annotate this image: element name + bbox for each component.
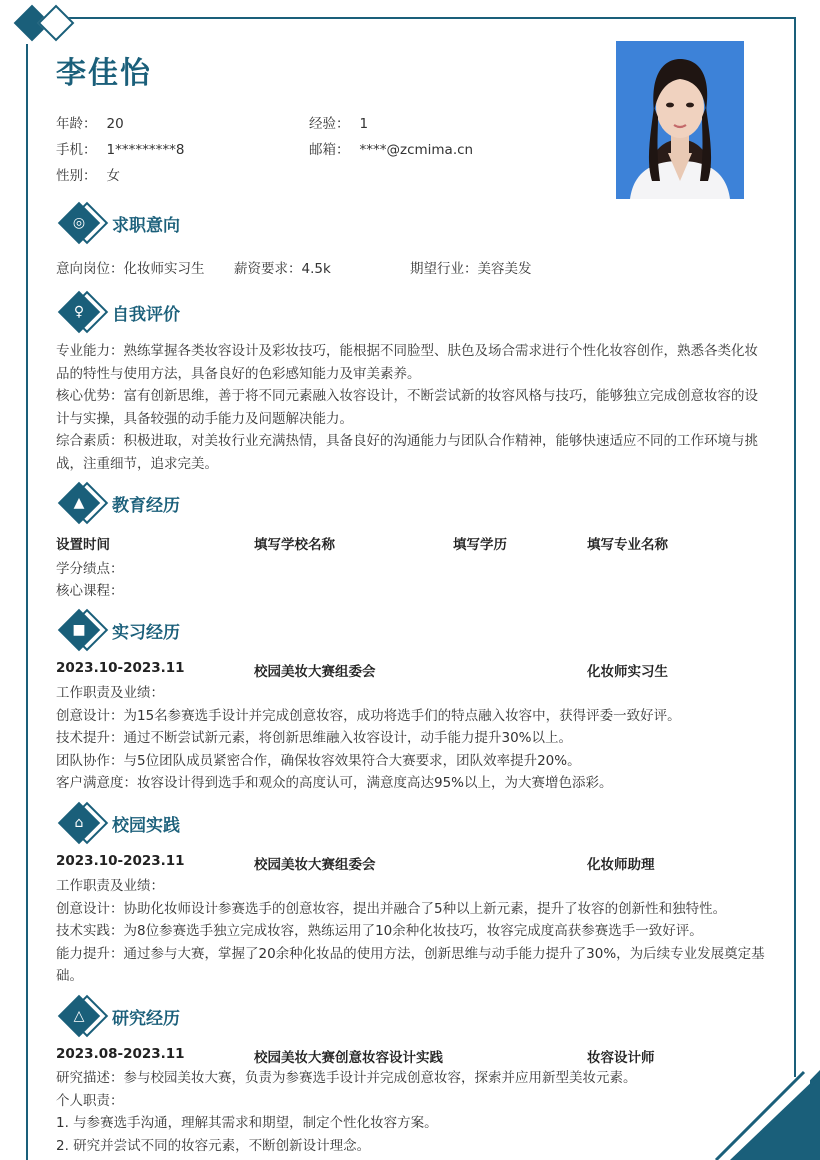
research-line: 研究描述：参与校园美妆大赛，负责为参赛选手设计并完成创意妆容，探索并应用新型美妆元素。 bbox=[56, 1070, 637, 1086]
email-value: ****@zcmima.cn bbox=[359, 142, 474, 158]
age-value: 20 bbox=[106, 116, 124, 132]
research-period: 2023.08-2023.11 bbox=[56, 1046, 185, 1062]
research-details bbox=[56, 1067, 706, 1157]
section-title-self-eval: 自我评价 bbox=[112, 305, 180, 325]
profile-photo bbox=[616, 41, 744, 199]
section-title-internship: 实习经历 bbox=[112, 623, 180, 643]
gender-value: 女 bbox=[106, 168, 120, 184]
internship-role: 化妆师实习生 bbox=[587, 664, 668, 680]
left-border bbox=[26, 44, 28, 1160]
education-courses: 核心课程： bbox=[56, 583, 124, 599]
research-line: 个人职责： bbox=[56, 1092, 124, 1109]
internship-line: 技术提升：通过不断尝试新元素，将创新思维融入妆容设计，动手能力提升30%以上。 bbox=[56, 730, 573, 746]
internship-org: 校园美妆大赛组委会 bbox=[254, 664, 376, 680]
experience-row bbox=[309, 112, 368, 132]
internship-line: 创意设计：为15名参赛选手设计并完成创意妆容，成功将选手们的特点融入妆容中，获得评委一致好评。 bbox=[56, 707, 681, 724]
intent-salary: 薪资要求：4.5k bbox=[234, 261, 331, 277]
campus-period: 2023.10-2023.11 bbox=[56, 853, 185, 869]
phone-label: 手机： bbox=[56, 142, 97, 158]
target-icon: ◎ bbox=[72, 215, 86, 231]
campus-line: 创意设计：协助化妆师设计参赛选手的创意妆容，提出并融合了5种以上新元素，提升了妆容的创新性和独特性。 bbox=[56, 900, 727, 917]
campus-line: 技术实践：为8位参赛选手独立完成妆容，熟练运用了10余种化妆技巧，妆容完成度高获参赛选手一致好评。 bbox=[56, 923, 703, 939]
campus-line: 工作职责及业绩： bbox=[56, 878, 164, 894]
research-org: 校园美妆大赛创意妆容设计实践 bbox=[254, 1050, 443, 1066]
phone-value: 1*********8 bbox=[106, 142, 185, 158]
corner-stripes-decoration bbox=[706, 1070, 820, 1160]
self-eval-p1: 专业能力：熟练掌握各类妆容设计及彩妆技巧，能根据不同脸型、肤色及场合需求进行个性化妆容创作，熟悉各类化妆品的特性与使用方法，具备良好的色彩感知能力及审美素养。 bbox=[56, 343, 758, 382]
candidate-name: 李佳怡 bbox=[56, 56, 152, 91]
campus-line: 能力提升：通过参与大赛，掌握了20余种化妆品的使用方法，创新思维与动手能力提升了30%，为后续专业发展奠定基础。 bbox=[56, 945, 765, 984]
phone-row bbox=[56, 138, 184, 158]
flask-icon: △ bbox=[73, 1008, 85, 1024]
research-line: 2. 研究并尝试不同的妆容元素，不断创新设计理念。 bbox=[56, 1137, 371, 1154]
campus-details bbox=[56, 875, 768, 988]
section-title-campus: 校园实践 bbox=[112, 816, 180, 836]
section-title-intent: 求职意向 bbox=[112, 216, 180, 236]
research-role: 妆容设计师 bbox=[587, 1050, 655, 1066]
education-major: 填写专业名称 bbox=[587, 537, 668, 553]
age-label: 年龄： bbox=[56, 116, 97, 132]
self-eval-p3: 综合素质：积极进取，对美妆行业充满热情，具备良好的沟通能力与团队合作精神，能够快速适应不同的工作环境与挑战，注重细节，追求完美。 bbox=[56, 433, 758, 472]
email-label: 邮箱： bbox=[309, 142, 350, 158]
education-gpa: 学分绩点： bbox=[56, 561, 124, 577]
gender-label: 性别： bbox=[56, 168, 97, 184]
experience-value: 1 bbox=[359, 116, 369, 132]
graduation-cap-icon: ▲ bbox=[73, 495, 85, 511]
campus-org: 校园美妆大赛组委会 bbox=[254, 857, 376, 873]
age-row bbox=[56, 112, 124, 132]
internship-line: 团队协作：与5位团队成员紧密合作，确保妆容效果符合大赛要求，团队效率提升20%。 bbox=[56, 752, 581, 769]
section-title-education: 教育经历 bbox=[112, 496, 180, 516]
intent-position: 意向岗位：化妆师实习生 bbox=[56, 261, 205, 277]
intent-industry: 期望行业：美容美发 bbox=[410, 261, 532, 277]
campus-role: 化妆师助理 bbox=[587, 857, 655, 873]
internship-line: 客户满意度：妆容设计得到选手和观众的高度认可，满意度高达95%以上，为大赛增色添彩。 bbox=[56, 775, 613, 791]
education-degree: 填写学历 bbox=[453, 537, 507, 553]
education-school: 填写学校名称 bbox=[254, 537, 335, 553]
research-line: 1. 与参赛选手沟通，理解其需求和期望，制定个性化妆容方案。 bbox=[56, 1115, 438, 1131]
education-time: 设置时间 bbox=[56, 537, 110, 553]
self-eval-p2: 核心优势：富有创新思维，善于将不同元素融入妆容设计，不断尝试新的妆容风格与技巧，能够独立完成创意妆容的设计与实操，具备较强的动手能力及问题解决能力。 bbox=[56, 388, 758, 427]
section-title-research: 研究经历 bbox=[112, 1009, 180, 1029]
internship-period: 2023.10-2023.11 bbox=[56, 660, 185, 676]
briefcase-icon: ■ bbox=[72, 622, 86, 638]
corner-diamond-outline bbox=[38, 5, 75, 42]
gender-row bbox=[56, 164, 120, 184]
self-eval-text bbox=[56, 340, 768, 475]
top-border bbox=[66, 17, 796, 19]
internship-line: 工作职责及业绩： bbox=[56, 685, 164, 701]
bulb-icon: ♀ bbox=[73, 304, 85, 320]
right-border bbox=[794, 17, 796, 1077]
campus-icon: ⌂ bbox=[74, 815, 84, 831]
email-row bbox=[309, 138, 473, 158]
internship-details bbox=[56, 682, 768, 795]
experience-label: 经验： bbox=[309, 116, 350, 132]
